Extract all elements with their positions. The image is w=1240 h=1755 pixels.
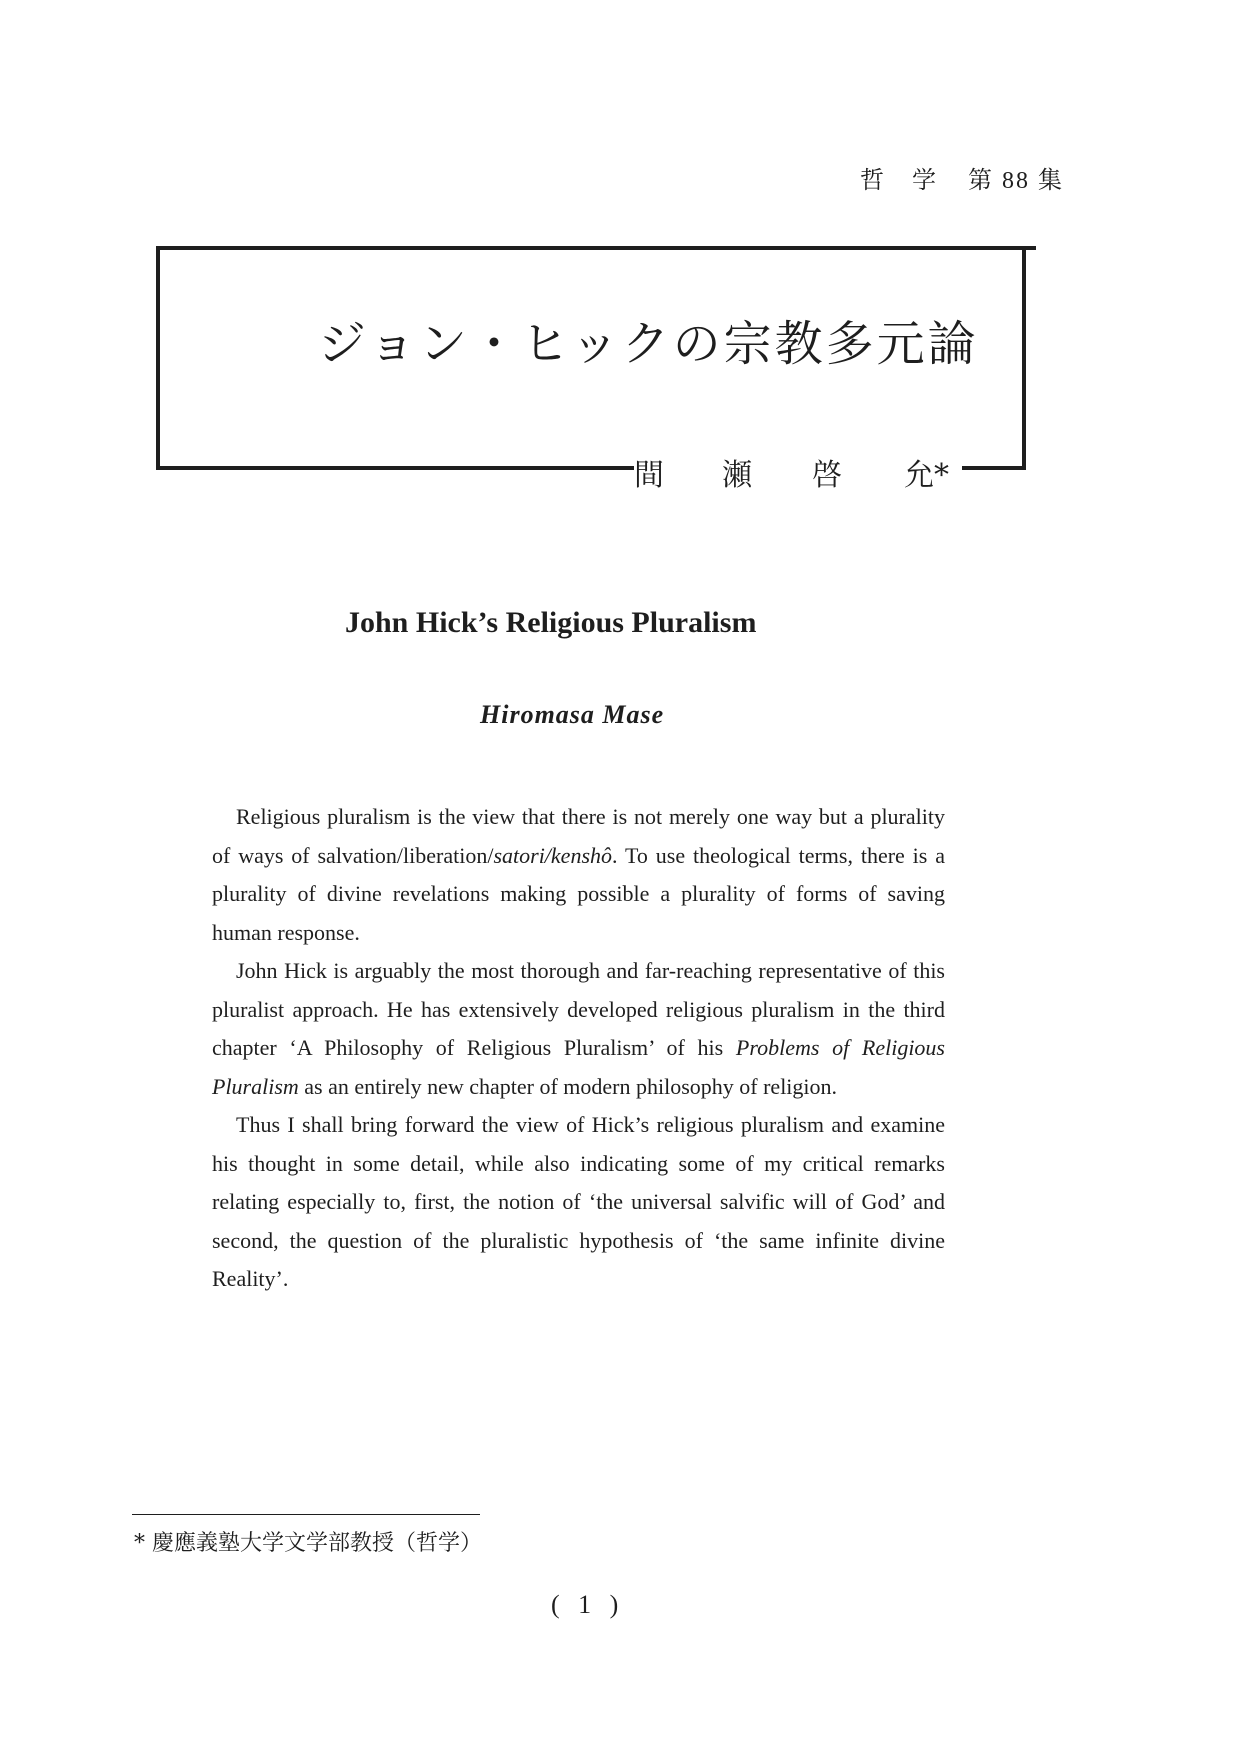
abstract-paragraph: John Hick is arguably the most thorough and far-reaching representative of this pluralist approach. He has extensively developed religious pluralism in the third chapter ‘A Philosophy of Religious Pluralism’ of his Problems of Religious Pluralism as an entirely new chapter of modern philosophy of religion.	[212, 958, 945, 1099]
author-char: 允*	[904, 458, 949, 493]
author-rule-right	[962, 466, 1026, 470]
footnote: * 慶應義塾大学文学部教授（哲学）	[134, 1531, 482, 1556]
title-frame-right	[1022, 250, 1026, 468]
author-char: 瀬	[722, 458, 752, 493]
author-char: 啓	[812, 458, 842, 493]
author-char: 間	[634, 458, 664, 493]
journal-volume: 第 88 集	[968, 168, 1064, 194]
footnote-rule	[132, 1514, 480, 1515]
japanese-author	[634, 450, 949, 494]
page-number: ( 1 )	[551, 1590, 625, 1619]
japanese-title: ジョン・ヒックの宗教多元論	[318, 316, 979, 372]
english-author: Hiromasa Mase	[480, 700, 665, 729]
journal-name: 哲 学	[860, 168, 938, 194]
abstract	[212, 798, 945, 1299]
title-frame-top	[156, 246, 1036, 250]
title-frame-left	[156, 246, 160, 468]
english-title: John Hick’s Religious Pluralism	[345, 606, 757, 639]
abstract-paragraph: Thus I shall bring forward the view of Hick’s religious pluralism and examine his thought in some detail, while also indicating some of my critical remarks relating especially to, first, the notion of ‘the universal salvific will of God’ and second, the question of the pluralistic hypothesis of ‘the same infinite divine Reality’.	[212, 1112, 945, 1291]
abstract-paragraph: Religious pluralism is the view that there is not merely one way but a plurality of ways of salvation/liberation/satori/kenshô. To use theological terms, there is a plurality of divine revelations making possible a plurality of forms of saving human response.	[212, 804, 945, 945]
journal-header	[860, 160, 1064, 195]
author-rule-left	[156, 466, 634, 470]
